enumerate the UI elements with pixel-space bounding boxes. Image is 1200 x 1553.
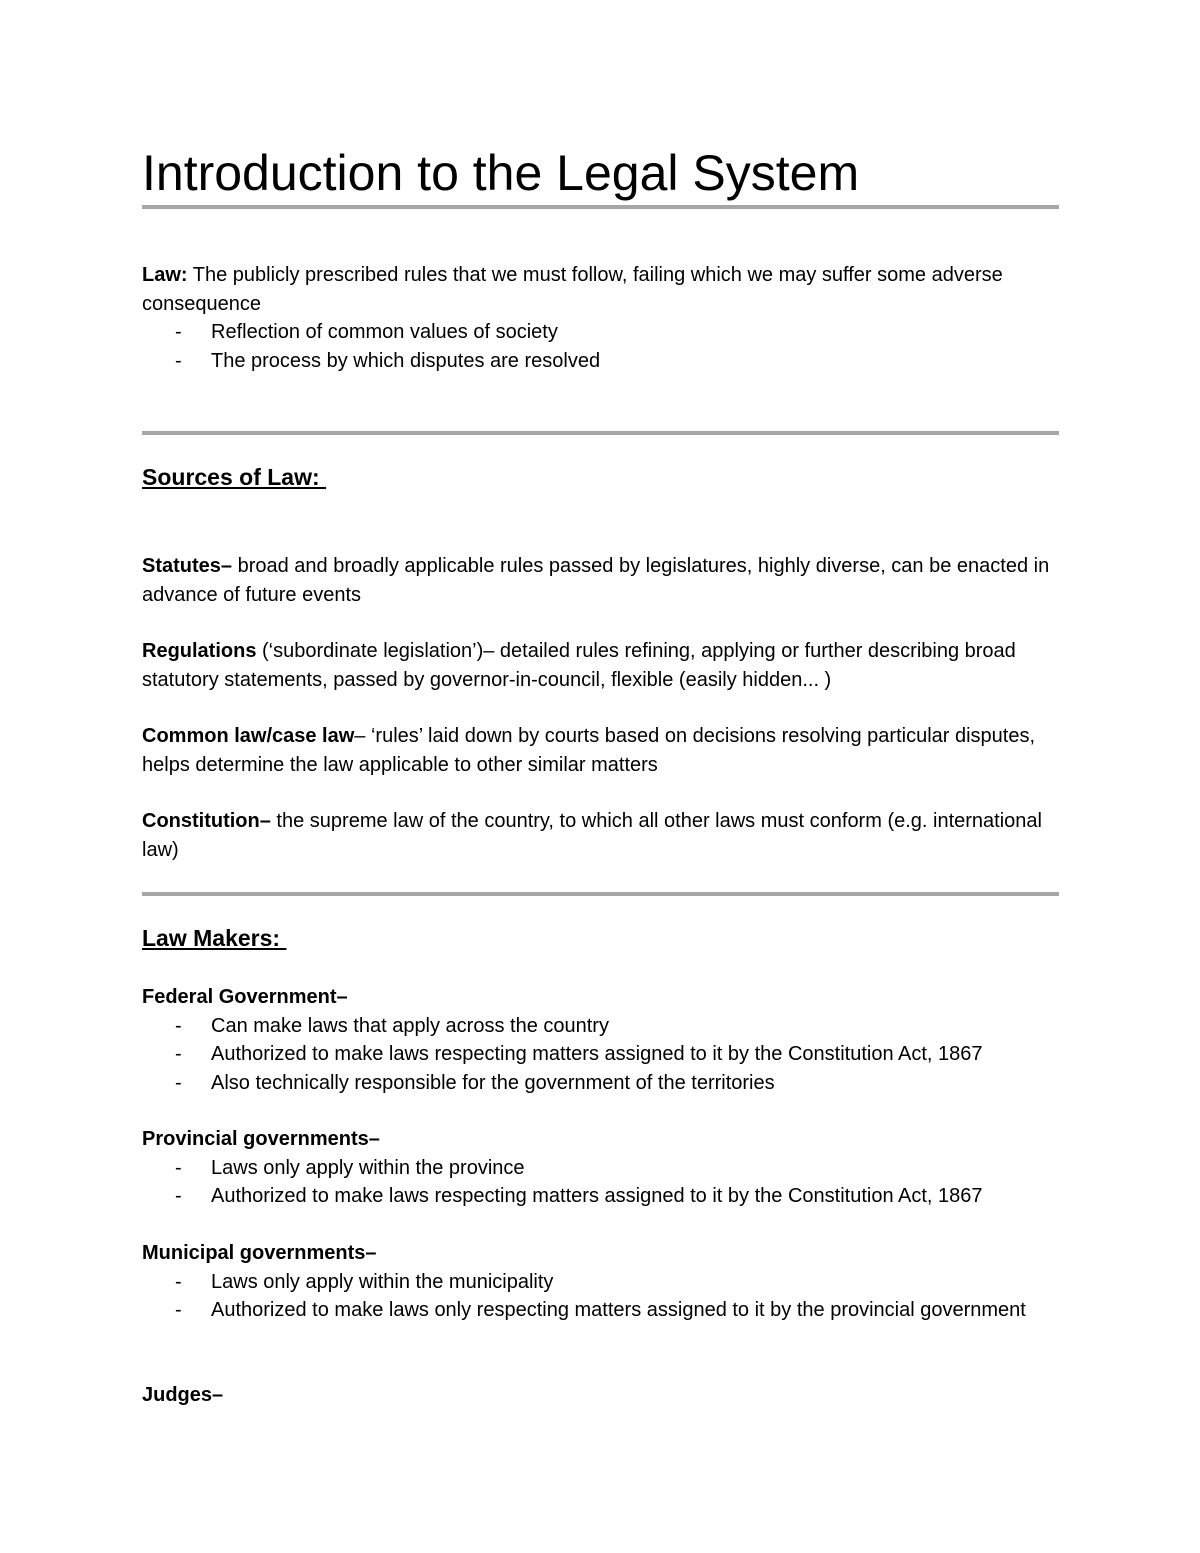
list-item [142,1296,1059,1325]
source-constitution [142,807,1059,864]
maker-name: Federal Government– [142,986,348,1008]
dash-marker: - [175,1043,182,1065]
list-item [142,1268,1059,1297]
list-item-text: Authorized to make laws respecting matters assigned to it by the Constitution Act, 1867 [211,1185,983,1207]
list-item [142,1182,1059,1211]
maker-provincial [142,1125,1059,1211]
dash-marker: - [175,1071,182,1094]
list-item-text: Also technically responsible for the government of the territories [211,1071,775,1094]
document-title: Introduction to the Legal System [142,145,860,201]
dash-marker: - [175,1270,182,1293]
law-definition-text [142,261,1059,318]
section-divider [142,431,1059,435]
sources-heading: Sources of Law: [142,464,327,490]
law-term: Law: [142,264,188,286]
source-term: Statutes– [142,555,233,577]
source-text: – ‘rules’ laid down by courts based on decisions resolving particular disputes, helps determine the law applicable to other similar matters [142,725,1036,776]
source-text: (‘subordinate legislation’)– detailed rules refining, applying or further describing broad statutory statements, passed by governor-in-council, flexible (easily hidden... ) [142,640,1016,691]
dash-marker: - [175,1299,182,1321]
list-item-text: Authorized to make laws only respecting matters assigned to it by the provincial government [211,1299,1026,1321]
list-item [142,347,1059,376]
list-item [142,1069,1059,1098]
source-term: Constitution– [142,810,271,832]
dash-marker: - [175,349,182,372]
law-definition [142,261,1059,375]
maker-name: Judges– [142,1384,224,1406]
law-bullet-list [142,318,1059,375]
maker-municipal [142,1239,1059,1325]
maker-bullet-list [142,1012,1059,1098]
dash-marker: - [175,1156,182,1179]
list-item [142,1040,1059,1069]
list-item [142,1012,1059,1041]
list-item-text: Laws only apply within the municipality [211,1270,554,1293]
source-term: Regulations [142,640,257,662]
maker-bullet-list [142,1154,1059,1211]
source-statutes [142,552,1059,609]
source-common-law [142,722,1059,779]
maker-name: Provincial governments– [142,1128,380,1150]
source-text: the supreme law of the country, to which all other laws must conform (e.g. international law) [142,810,1042,861]
source-regulations [142,637,1059,694]
maker-name: Municipal governments– [142,1242,377,1264]
section-divider [142,892,1059,896]
maker-bullet-list [142,1268,1059,1325]
source-text: broad and broadly applicable rules passed by legislatures, highly diverse, can be enacted in advance of future events [142,555,1050,606]
list-item-text: Can make laws that apply across the country [211,1014,609,1037]
list-item-text: Reflection of common values of society [211,321,558,343]
list-item [142,318,1059,347]
list-item-text: Authorized to make laws respecting matters assigned to it by the Constitution Act, 1867 [211,1043,983,1065]
dash-marker: - [175,1185,182,1207]
dash-marker: - [175,1014,182,1037]
list-item [142,1154,1059,1183]
law-definition-body: The publicly prescribed rules that we must follow, failing which we may suffer some adverse consequence [142,264,1003,315]
source-term: Common law/case law [142,725,355,747]
list-item-text: Laws only apply within the province [211,1156,525,1179]
maker-judges [142,1381,1059,1410]
maker-federal [142,983,1059,1097]
list-item-text: The process by which disputes are resolved [211,349,601,372]
dash-marker: - [175,321,182,343]
title-divider [142,205,1059,209]
makers-heading: Law Makers: [142,925,287,951]
